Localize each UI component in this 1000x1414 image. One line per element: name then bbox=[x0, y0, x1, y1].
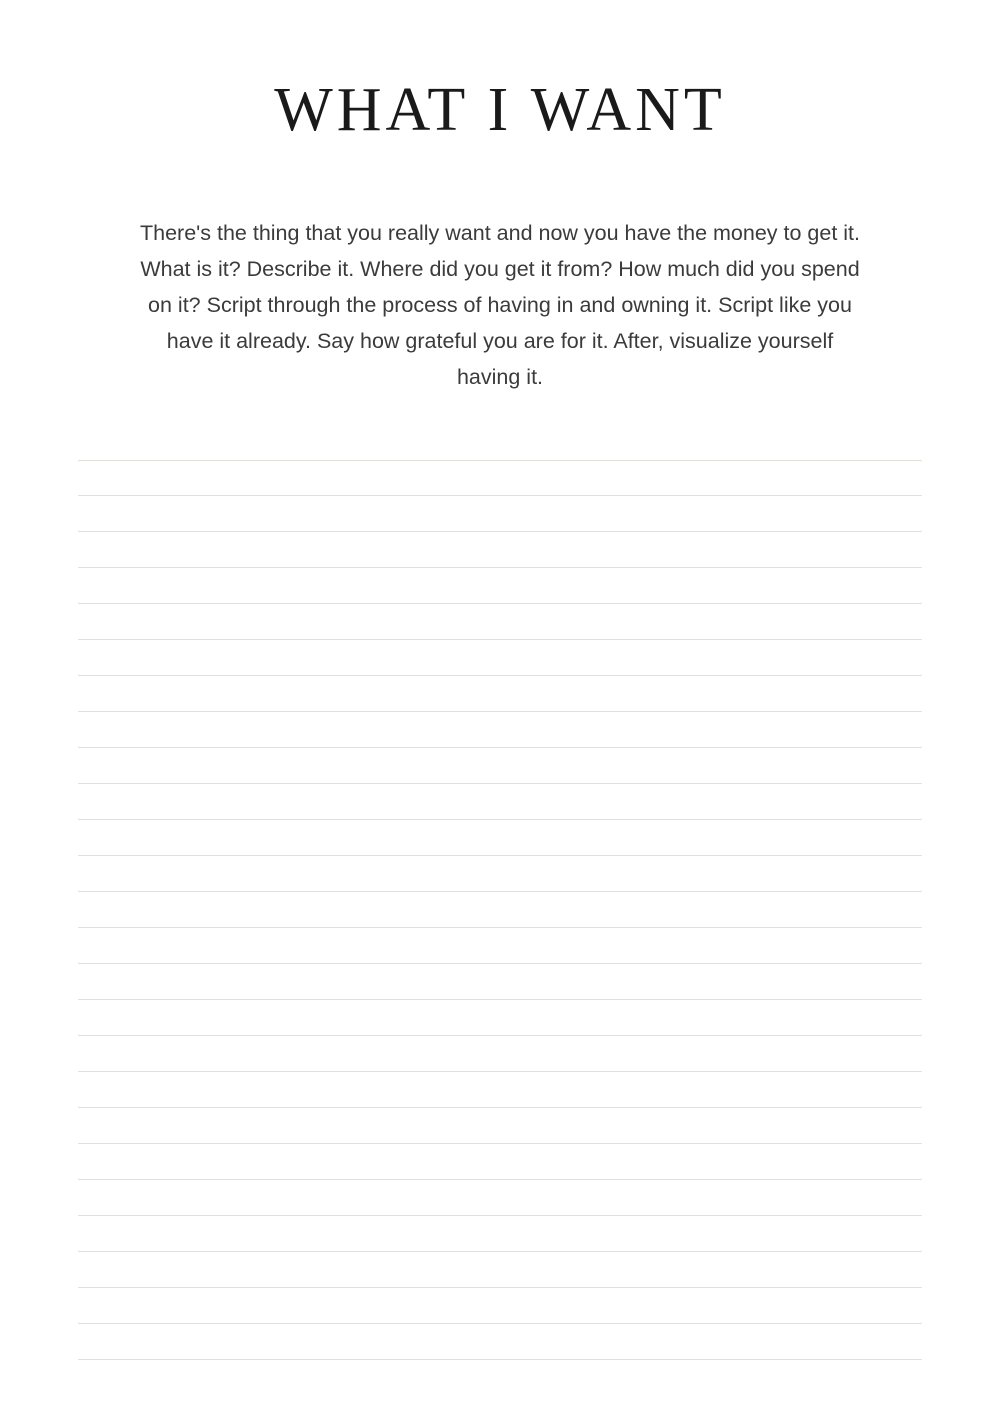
writing-line[interactable] bbox=[78, 496, 922, 532]
writing-line[interactable] bbox=[78, 1324, 922, 1360]
writing-lines-area bbox=[78, 460, 922, 1360]
writing-line[interactable] bbox=[78, 1288, 922, 1324]
writing-line[interactable] bbox=[78, 964, 922, 1000]
page-title: WHAT I WANT bbox=[274, 76, 726, 144]
writing-line[interactable] bbox=[78, 1216, 922, 1252]
writing-line[interactable] bbox=[78, 604, 922, 640]
prompt-paragraph: There's the thing that you really want and now you have the money to get it. What is it? Describe it. Where did you get it from? How much did you spend on it? Script through the process of having in and owning it. Script like you have it already. Say how grateful you are for it. After, visualize yourself having it. bbox=[140, 221, 861, 390]
writing-line[interactable] bbox=[78, 820, 922, 856]
writing-line[interactable] bbox=[78, 1144, 922, 1180]
writing-line[interactable] bbox=[78, 1180, 922, 1216]
writing-line[interactable] bbox=[78, 928, 922, 964]
writing-line[interactable] bbox=[78, 1108, 922, 1144]
writing-line[interactable] bbox=[78, 676, 922, 712]
writing-line[interactable] bbox=[78, 856, 922, 892]
writing-line[interactable] bbox=[78, 892, 922, 928]
writing-line[interactable] bbox=[78, 568, 922, 604]
writing-line[interactable] bbox=[78, 784, 922, 820]
writing-line[interactable] bbox=[78, 1072, 922, 1108]
writing-line[interactable] bbox=[78, 1036, 922, 1072]
writing-line[interactable] bbox=[78, 748, 922, 784]
writing-line[interactable] bbox=[78, 1252, 922, 1288]
writing-line[interactable] bbox=[78, 712, 922, 748]
writing-line[interactable] bbox=[78, 460, 922, 496]
writing-line[interactable] bbox=[78, 640, 922, 676]
writing-line[interactable] bbox=[78, 1000, 922, 1036]
writing-line[interactable] bbox=[78, 532, 922, 568]
